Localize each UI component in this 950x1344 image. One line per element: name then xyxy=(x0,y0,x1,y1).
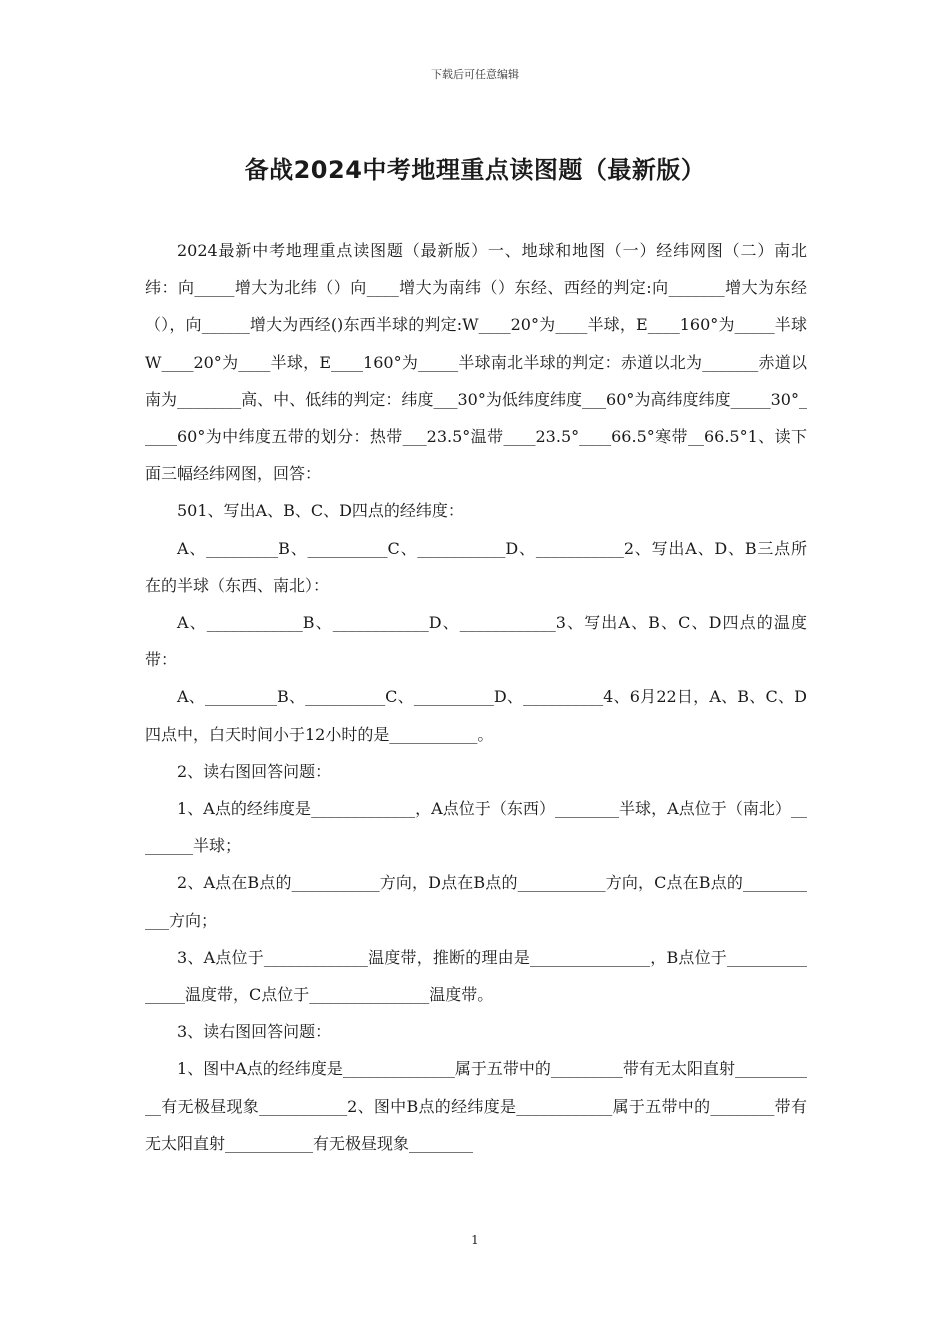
header-note: 下载后可任意编辑 xyxy=(431,68,519,81)
paragraph-q2-heading: 2、读右图回答问题： xyxy=(177,761,332,781)
paragraph-q1-2-answers: A、____________B、____________D、____________3、写出A、B、C、D四点的温度带： xyxy=(145,613,807,670)
paragraph-q1-3-answers: A、_________B、__________C、__________D、__________4、6月22日，A、B、C、D四点中，白天时间小于12小时的是___________。 xyxy=(145,687,807,744)
paragraph-intro: 2024最新中考地理重点读图题（最新版）一、地球和地图（一）经纬网图（二）南北纬：向_____增大为北纬（）向____增大为南纬（）东经、西经的判定:向_______增大为东经（），向______增大为西经()东西半球的判定:W____20°为____半球，E____160°为_____半球W____20°为____半球，E____160°为_____半球南北半球的判定：赤道以北为_______赤道以南为________高、中、低纬的判定：纬度___30°为低纬度纬度___60°为高纬度纬度_____30°_____60°为中纬度五带的划分：热带___23.5°温带____23.5°____66.5°寒带__66.5°1、读下面三幅经纬网图，回答： xyxy=(145,241,807,484)
document-body xyxy=(145,232,807,1162)
paragraph-q1-1: 501、写出A、B、C、D四点的经纬度： xyxy=(177,501,464,521)
paragraph-q2-1: 1、A点的经纬度是_____________，A点位于（东西）________半球，A点位于（南北）________半球； xyxy=(145,799,807,856)
paragraph-q2-2: 2、A点在B点的___________方向，D点在B点的___________方向，C点在B点的___________方向； xyxy=(145,873,807,930)
paragraph-q3-1: 1、图中A点的经纬度是______________属于五带中的_________带有无太阳直射___________有无极昼现象___________2、图中B点的经纬度是____________属于五带中的________带有无太阳直射___________有无极昼现象________ xyxy=(145,1059,807,1153)
paragraph-q1-1-answers: A、_________B、__________C、___________D、___________2、写出A、D、B三点所在的半球（东西、南北）： xyxy=(145,538,807,595)
paragraph-q2-3: 3、A点位于_____________温度带，推断的理由是_______________，B点位于_______________温度带，C点位于_______________温度带。 xyxy=(145,947,807,1005)
paragraph-q3-heading: 3、读右图回答问题： xyxy=(177,1022,332,1042)
page-number: 1 xyxy=(471,1233,479,1247)
document-title: 备战2024中考地理重点读图题（最新版） xyxy=(244,156,706,184)
